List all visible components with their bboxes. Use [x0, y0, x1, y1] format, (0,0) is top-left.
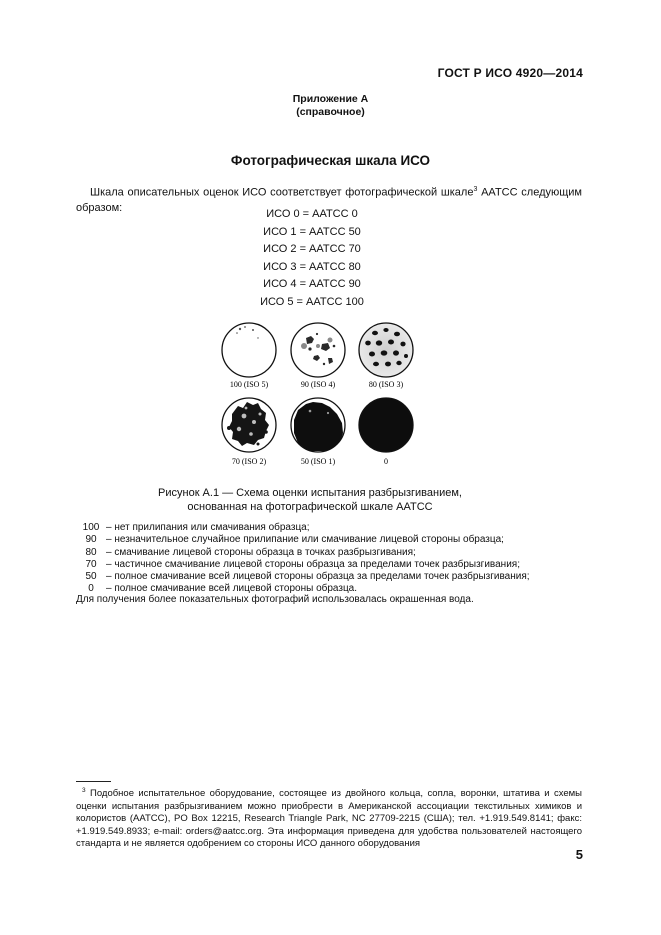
equivalence-line: ИСО 1 = AATCC 50: [263, 226, 361, 238]
legend-description: – нет прилипания или смачивания образца;: [106, 522, 310, 533]
legend-rating: 50: [85, 571, 97, 583]
standard-designation: ГОСТ Р ИСО 4920—2014: [437, 66, 583, 80]
figure-caption: [0, 486, 620, 514]
footnote-divider: [76, 781, 111, 782]
legend-description: – полное смачивание всей лицевой стороны образца за пределами точек разбрызгивания;: [106, 571, 530, 583]
sample-circle-80: [359, 323, 413, 377]
legend-rating: 90: [85, 534, 97, 546]
page-number: 5: [575, 847, 583, 862]
sample-label: 50 (ISO 1): [300, 457, 336, 466]
legend-rating: 0: [88, 583, 94, 595]
legend-description: – частичное смачивание лицевой стороны образца за пределами точек разбрызгивания;: [106, 558, 520, 570]
footnote-reference[interactable]: 3: [473, 186, 478, 193]
spray-rating-figure: [218, 316, 418, 478]
sample-label: 70 (ISO 2): [231, 457, 267, 466]
sample-label: 100 (ISO 5): [229, 380, 269, 389]
legend-item: [76, 522, 596, 534]
intro-text-before: Шкала описательных оценок ИСО соответствует фотографической шкале: [90, 186, 474, 199]
sample-label: 80 (ISO 3): [368, 380, 404, 389]
legend-description: – смачивание лицевой стороны образца в точках разбрызгивания;: [106, 546, 416, 558]
footnote: [76, 785, 582, 851]
sample-label: 0: [384, 457, 388, 466]
appendix-subtitle: (справочное): [296, 106, 365, 118]
intro-text-after: AATCC следующим образом:: [76, 186, 582, 214]
legend-description: – незначительное случайное прилипание или смачивание лицевой стороны образца;: [106, 534, 504, 546]
sample-label: 90 (ISO 4): [300, 380, 336, 389]
rating-legend: [76, 522, 596, 596]
legend-description: – полное смачивание всей лицевой стороны образца.: [106, 583, 358, 595]
figure-caption-line: основанная на фотографической шкале AATCC: [187, 501, 433, 513]
legend-item: [76, 534, 596, 546]
sample-circle-0: [359, 398, 413, 452]
figure-note: Для получения более показательных фотографий использовалась окрашенная вода.: [76, 594, 474, 605]
footnote-text: Подобное испытательное оборудование, состоящее из двойного кольца, сопла, воронки, штатива и схемы оценки испытания разбрызгиванием можно приобрести в Американской ассоциации текстильных химиков и колористов (AATCC), PO Box 12215, Research Triangle Park, NC 27709-2215 (США); тел. +1.919.549.8141; факс: +1.919.549.8933; e-mail: orders@aatcc.org. Эта информация приведена для удобства пользователей настоящего стандарта и не является одобрением со стороны ИСО данного оборудования: [76, 788, 582, 850]
equivalence-line: ИСО 5 = AATCC 100: [260, 296, 364, 308]
section-title: Фотографическая шкала ИСО: [230, 153, 431, 168]
legend-item: [76, 559, 596, 571]
figure-caption-line: Рисунок А.1 — Схема оценки испытания разбрызгиванием,: [158, 487, 462, 499]
equivalence-line: ИСО 2 = AATCC 70: [263, 243, 361, 255]
appendix-heading: [0, 93, 661, 119]
sample-circle-90: [291, 323, 345, 377]
equivalence-line: ИСО 3 = AATCC 80: [263, 261, 361, 273]
legend-rating: 80: [85, 546, 97, 558]
sample-circle-70: [222, 398, 276, 452]
appendix-title: Приложение А: [292, 93, 369, 105]
sample-circle-50: [291, 398, 345, 452]
legend-item: [76, 571, 596, 583]
equivalence-line: ИСО 4 = AATCC 90: [263, 278, 361, 290]
sample-circle-100: [222, 323, 276, 377]
legend-rating: 70: [85, 558, 97, 570]
equivalence-line: ИСО 0 = AATCC 0: [266, 208, 358, 220]
legend-item: [76, 547, 596, 559]
footnote-mark: 3: [82, 787, 86, 794]
legend-rating: 100: [82, 522, 100, 533]
